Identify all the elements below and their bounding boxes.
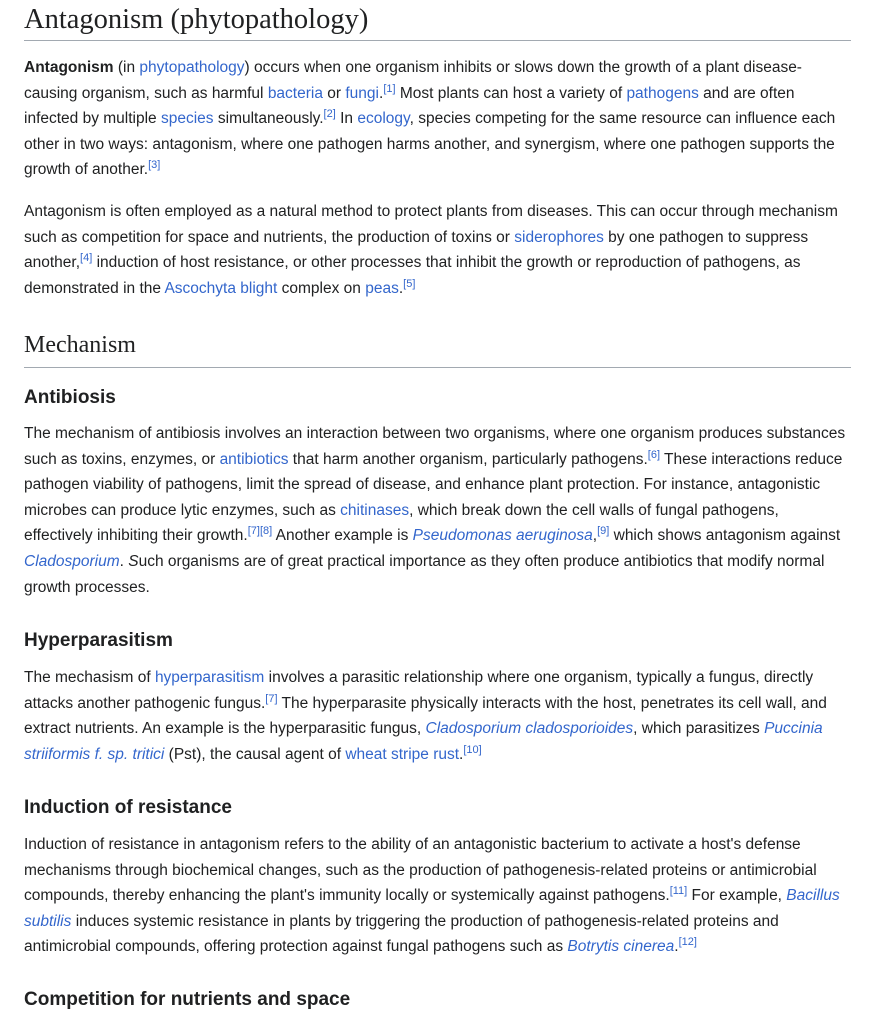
ref-3[interactable]: [3] bbox=[148, 159, 161, 172]
text: (in bbox=[113, 59, 140, 76]
text: (Pst), the causal agent of bbox=[164, 745, 346, 763]
ref-2[interactable]: [2] bbox=[323, 108, 336, 121]
ref-5[interactable]: [5] bbox=[403, 277, 416, 290]
text: . bbox=[674, 938, 679, 956]
link-peas[interactable]: peas bbox=[365, 279, 399, 297]
text: uch organisms are of great practical importance as they often produce antibiotics that modify normal growth processes. bbox=[24, 552, 825, 596]
subsection-heading-induction: Induction of resistance bbox=[24, 797, 232, 818]
link-siderophores[interactable]: siderophores bbox=[514, 228, 604, 246]
subsection-heading-competition: Competition for nutrients and space bbox=[24, 989, 351, 1010]
link-hyperparasitism[interactable]: hyperparasitism bbox=[154, 669, 265, 686]
link-phytopathology[interactable]: phytopathology bbox=[139, 59, 245, 76]
text: . bbox=[119, 552, 129, 570]
link-pseudomonas-aeruginosa[interactable]: Pseudomonas aeruginosa bbox=[412, 527, 593, 545]
text: Another example is bbox=[272, 527, 413, 545]
text: and are often infected by multiple bbox=[24, 84, 795, 128]
text: simultaneously. bbox=[213, 110, 324, 128]
text: involves a parasitic relationship where one organism, typically a fungus, directly attacks another pathogenic fungus. bbox=[24, 669, 814, 712]
text: by one pathogen to suppress another, bbox=[24, 228, 809, 272]
hyperparasitism-paragraph bbox=[24, 665, 851, 767]
ref-1[interactable]: [1] bbox=[383, 82, 396, 95]
page-title: Antagonism (phytopathology) bbox=[24, 1, 851, 41]
link-antibiotics[interactable]: antibiotics bbox=[219, 450, 289, 468]
text: These interactions reduce pathogen viability of pathogens, limit the spread of disease, and enhance plant protection. For instance, antagonistic microbes can produce lytic enzymes, such as bbox=[24, 450, 843, 519]
ref-11[interactable]: [11] bbox=[669, 885, 688, 898]
induction-paragraph bbox=[24, 832, 851, 960]
text: , species competing for the same resource can influence each other in two ways: antagonism, where one pathogen harms another, and synergism, where one pathogen supports the growth of another. bbox=[24, 110, 836, 179]
bold-term: Antagonism bbox=[24, 59, 114, 76]
text: For example, bbox=[687, 887, 787, 905]
text: The mechasism of bbox=[24, 669, 155, 686]
text: induction of host resistance, or other processes that inhibit the growth or reproduction of pathogens, as demonstrated in the bbox=[24, 254, 801, 297]
link-bacillus-subtilis[interactable]: Bacillus subtilis bbox=[24, 887, 840, 930]
text: induces systemic resistance in plants by triggering the production of pathogenesis-related proteins and antimicrobial compounds, offering protection against fungal pathogens such as bbox=[24, 912, 779, 956]
text: , which parasitizes bbox=[633, 720, 765, 738]
link-fungi[interactable]: fungi bbox=[345, 84, 379, 102]
text: complex on bbox=[277, 279, 366, 297]
subsection-heading-hyperparasitism: Hyperparasitism bbox=[24, 630, 173, 651]
ref-7[interactable]: [7] bbox=[247, 525, 260, 538]
link-cladosporium[interactable]: Cladosporium bbox=[24, 552, 120, 570]
ref-10[interactable]: [10] bbox=[463, 743, 482, 756]
text: In bbox=[335, 110, 358, 128]
ref-12[interactable]: [12] bbox=[678, 936, 697, 949]
text: . bbox=[459, 745, 464, 763]
text: . bbox=[379, 84, 384, 102]
link-ascochyta-blight[interactable]: Ascochyta blight bbox=[164, 279, 278, 297]
link-pathogens[interactable]: pathogens bbox=[626, 84, 699, 102]
link-chitinases[interactable]: chitinases bbox=[340, 501, 410, 519]
ref-4[interactable]: [4] bbox=[80, 252, 93, 265]
text: . bbox=[398, 279, 404, 297]
text: S bbox=[128, 552, 139, 570]
text: that harm another organism, particularly pathogens. bbox=[288, 450, 648, 468]
intro-paragraph bbox=[24, 55, 851, 183]
link-botrytis-cinerea[interactable]: Botrytis cinerea bbox=[567, 938, 675, 956]
text: or bbox=[322, 84, 346, 102]
ref-7[interactable]: [7] bbox=[265, 692, 278, 705]
text: which shows antagonism against bbox=[609, 527, 841, 545]
link-ecology[interactable]: ecology bbox=[357, 110, 410, 128]
link-species[interactable]: species bbox=[161, 110, 214, 128]
link-cladosporium-cladosporioides[interactable]: Cladosporium cladosporioides bbox=[425, 720, 634, 738]
link-bacteria[interactable]: bacteria bbox=[267, 84, 323, 102]
text: Most plants can host a variety of bbox=[395, 84, 627, 102]
section-heading-mechanism: Mechanism bbox=[24, 328, 851, 368]
paragraph-2 bbox=[24, 199, 851, 301]
antibiosis-paragraph bbox=[24, 421, 851, 600]
text: , bbox=[592, 527, 598, 545]
text: ) occurs when one organism inhibits or slows down the growth of a plant disease-causing organism, such as harmful bbox=[24, 59, 802, 102]
ref-8[interactable]: [8] bbox=[259, 525, 273, 538]
ref-6[interactable]: [6] bbox=[647, 448, 661, 461]
link-wheat-stripe-rust[interactable]: wheat stripe rust bbox=[345, 745, 460, 763]
ref-9[interactable]: [9] bbox=[597, 525, 610, 538]
text: Induction of resistance in antagonism refers to the ability of an antagonistic bacterium to activate a host's defense mechanisms through biochemical changes, such as the production of pathogenesis-related proteins or antimicrobial compounds, thereby enhancing the plant's immunity locally or systemically against pathogens. bbox=[24, 836, 817, 905]
text: The hyperparasite physically interacts with the host, penetrates its cell wall, and extract nutrients. An example is the hyperparasitic fungus, bbox=[24, 694, 827, 738]
subsection-heading-antibiosis: Antibiosis bbox=[24, 387, 116, 408]
text: The mechanism of antibiosis involves an interaction between two organisms, where one organism produces substances such as toxins, enzymes, or bbox=[24, 425, 846, 468]
text: Antagonism is often employed as a natural method to protect plants from diseases. This can occur through mechanism such as competition for space and nutrients, the production of toxins or bbox=[24, 203, 838, 246]
link-puccinia-striiformis[interactable]: Puccinia striiformis f. sp. tritici bbox=[24, 720, 823, 763]
text: , which break down the cell walls of fungal pathogens, effectively inhibiting their growth. bbox=[24, 501, 779, 545]
